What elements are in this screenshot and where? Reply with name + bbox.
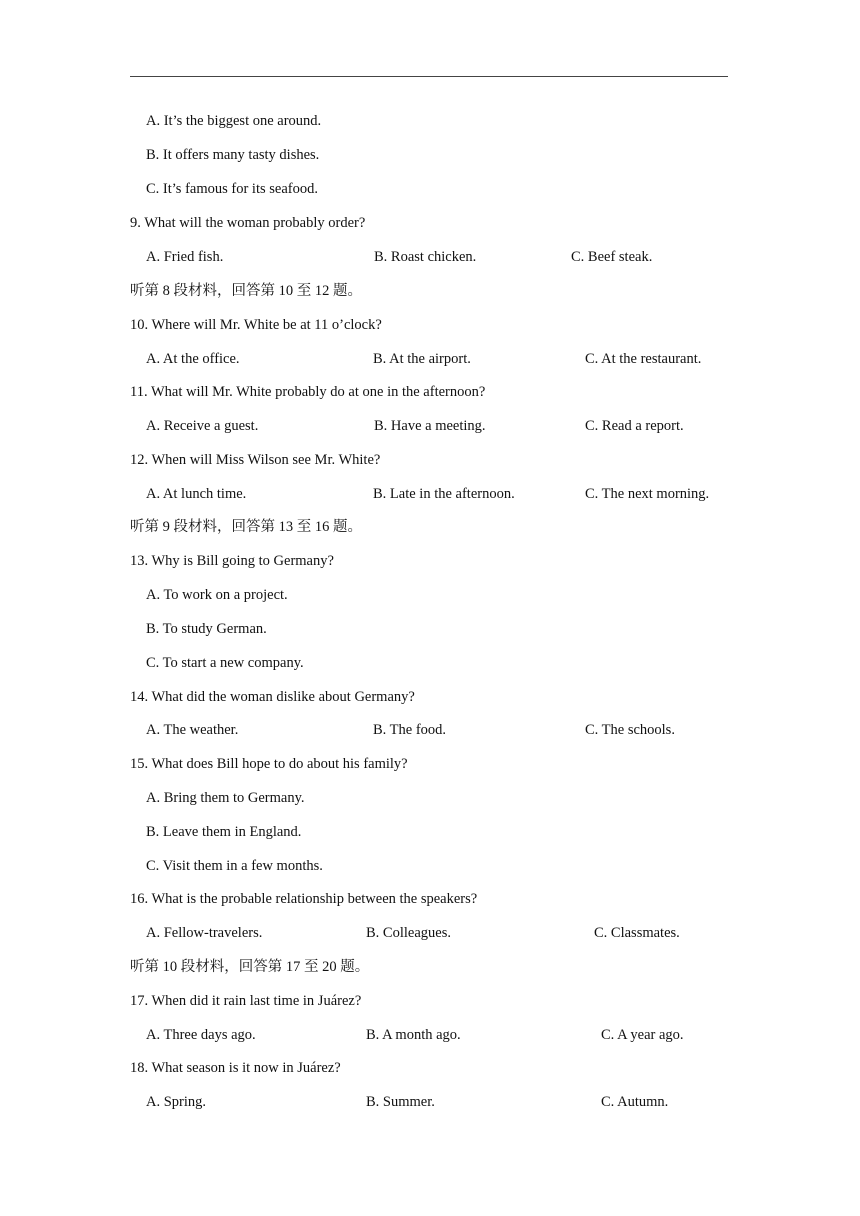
section-instruction: 听第 10 段材料，回答第 17 至 20 题。	[130, 959, 370, 975]
question-text: 13. Why is Bill going to Germany?	[130, 553, 334, 569]
question-text: 16. What is the probable relationship between the speakers?	[130, 891, 478, 907]
answer-option: C. Read a report.	[585, 418, 684, 434]
answer-option: A. Three days ago.	[146, 1027, 256, 1043]
answer-option: B. Summer.	[366, 1094, 435, 1110]
answer-option: A. Receive a guest.	[146, 418, 259, 434]
answer-option: B. A month ago.	[366, 1027, 461, 1043]
answer-option: B. At the airport.	[373, 351, 471, 367]
answer-option: B. Roast chicken.	[374, 249, 477, 265]
header-rule	[130, 76, 728, 77]
answer-option: A. Fellow-travelers.	[146, 925, 263, 941]
question-text: 10. Where will Mr. White be at 11 o’clock?	[130, 317, 382, 333]
answer-option: A. It’s the biggest one around.	[146, 113, 322, 129]
answer-option: C. A year ago.	[601, 1027, 684, 1043]
question-text: 9. What will the woman probably order?	[130, 215, 366, 231]
question-text: 15. What does Bill hope to do about his family?	[130, 756, 408, 772]
answer-option: C. At the restaurant.	[585, 351, 702, 367]
answer-option: B. The food.	[373, 722, 447, 738]
answer-option: A. To work on a project.	[146, 587, 288, 603]
answer-option: A. Spring.	[146, 1094, 207, 1110]
answer-option: C. To start a new company.	[146, 655, 304, 671]
section-instruction: 听第 8 段材料，回答第 10 至 12 题。	[130, 283, 362, 299]
answer-option: C. Classmates.	[594, 925, 680, 941]
question-text: 11. What will Mr. White probably do at one in the afternoon?	[130, 384, 486, 400]
answer-option: B. Colleagues.	[366, 925, 451, 941]
answer-option: A. At lunch time.	[146, 486, 247, 502]
answer-option: B. Late in the afternoon.	[373, 486, 515, 502]
answer-option: C. The next morning.	[585, 486, 710, 502]
answer-option: B. Have a meeting.	[374, 418, 486, 434]
question-text: 12. When will Miss Wilson see Mr. White?	[130, 452, 381, 468]
section-instruction: 听第 9 段材料，回答第 13 至 16 题。	[130, 519, 362, 535]
answer-option: A. Fried fish.	[146, 249, 224, 265]
answer-option: C. The schools.	[585, 722, 675, 738]
question-text: 18. What season is it now in Juárez?	[130, 1060, 341, 1076]
question-text: 14. What did the woman dislike about Germany?	[130, 689, 415, 705]
answer-option: A. Bring them to Germany.	[146, 790, 305, 806]
answer-option: C. Visit them in a few months.	[146, 858, 323, 874]
answer-option: C. Autumn.	[601, 1094, 669, 1110]
answer-option: A. The weather.	[146, 722, 239, 738]
answer-option: B. It offers many tasty dishes.	[146, 147, 320, 163]
answer-option: B. Leave them in England.	[146, 824, 302, 840]
answer-option: B. To study German.	[146, 621, 267, 637]
answer-option: C. Beef steak.	[571, 249, 653, 265]
question-text: 17. When did it rain last time in Juárez?	[130, 993, 362, 1009]
answer-option: A. At the office.	[146, 351, 240, 367]
answer-option: C. It’s famous for its seafood.	[146, 181, 318, 197]
